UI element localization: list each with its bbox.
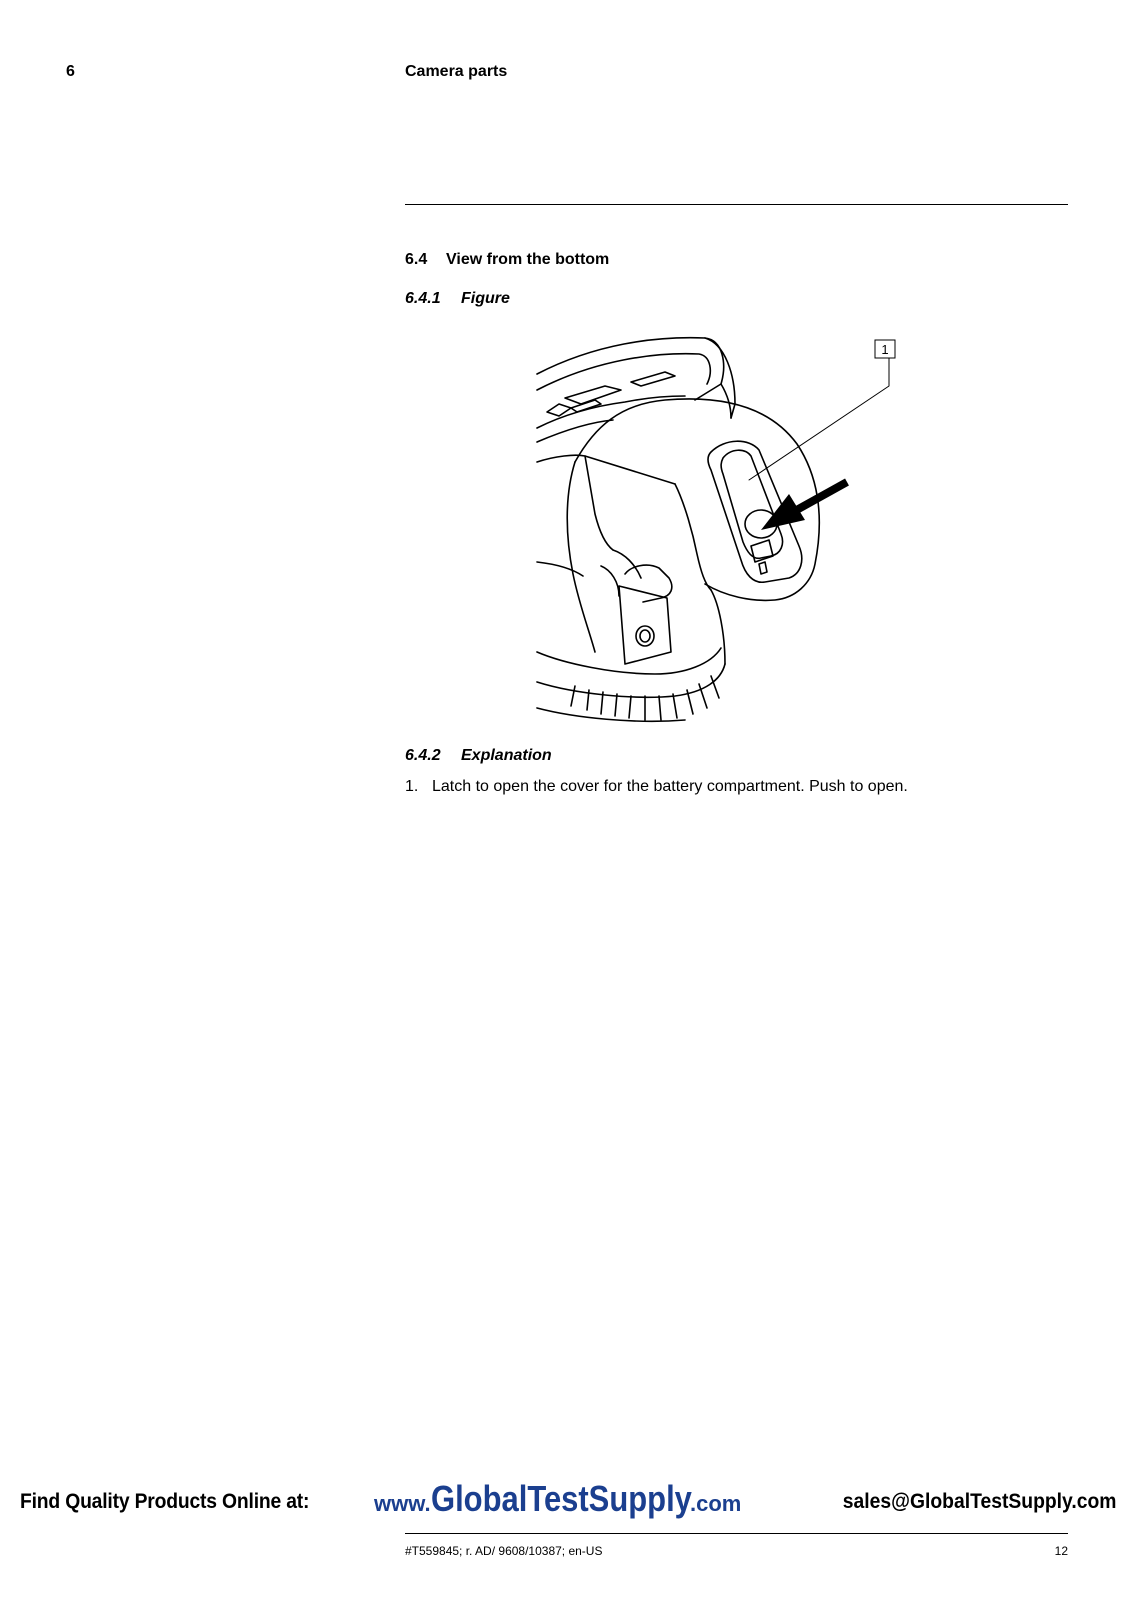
camera-bottom-illustration bbox=[535, 334, 915, 726]
chapter-title: Camera parts bbox=[405, 63, 508, 80]
explanation-list bbox=[405, 778, 908, 796]
sales-email-link[interactable]: sales@GlobalTestSupply.com bbox=[842, 1490, 1116, 1513]
page-number: 12 bbox=[1054, 1544, 1068, 1558]
section-heading bbox=[405, 251, 609, 269]
website-link[interactable] bbox=[374, 1478, 741, 1520]
list-item-text: Latch to open the cover for the battery compartment. Push to open. bbox=[432, 778, 908, 795]
chapter-number: 6 bbox=[66, 63, 75, 80]
document-id: #T559845; r. AD/ 9608/10387; en-US bbox=[405, 1544, 603, 1558]
explanation-number: 6.4.2 bbox=[405, 747, 441, 764]
header-divider bbox=[405, 204, 1068, 205]
explanation-heading bbox=[405, 747, 552, 765]
list-item bbox=[405, 778, 908, 796]
figure-number: 6.4.1 bbox=[405, 290, 441, 307]
section-title: View from the bottom bbox=[446, 251, 610, 268]
figure-title: Figure bbox=[461, 290, 510, 307]
callout-label: 1 bbox=[881, 342, 889, 357]
figure-heading bbox=[405, 290, 510, 308]
footer-banner bbox=[20, 1478, 1116, 1520]
website-prefix: www. bbox=[374, 1491, 431, 1516]
list-item-number: 1. bbox=[405, 778, 419, 795]
footer-divider bbox=[405, 1533, 1068, 1534]
website-name: GlobalTestSupply bbox=[430, 1478, 692, 1519]
website-suffix: .com bbox=[690, 1491, 742, 1516]
explanation-title: Explanation bbox=[461, 747, 552, 764]
find-products-text: Find Quality Products Online at: bbox=[20, 1490, 310, 1513]
section-number: 6.4 bbox=[405, 251, 428, 268]
